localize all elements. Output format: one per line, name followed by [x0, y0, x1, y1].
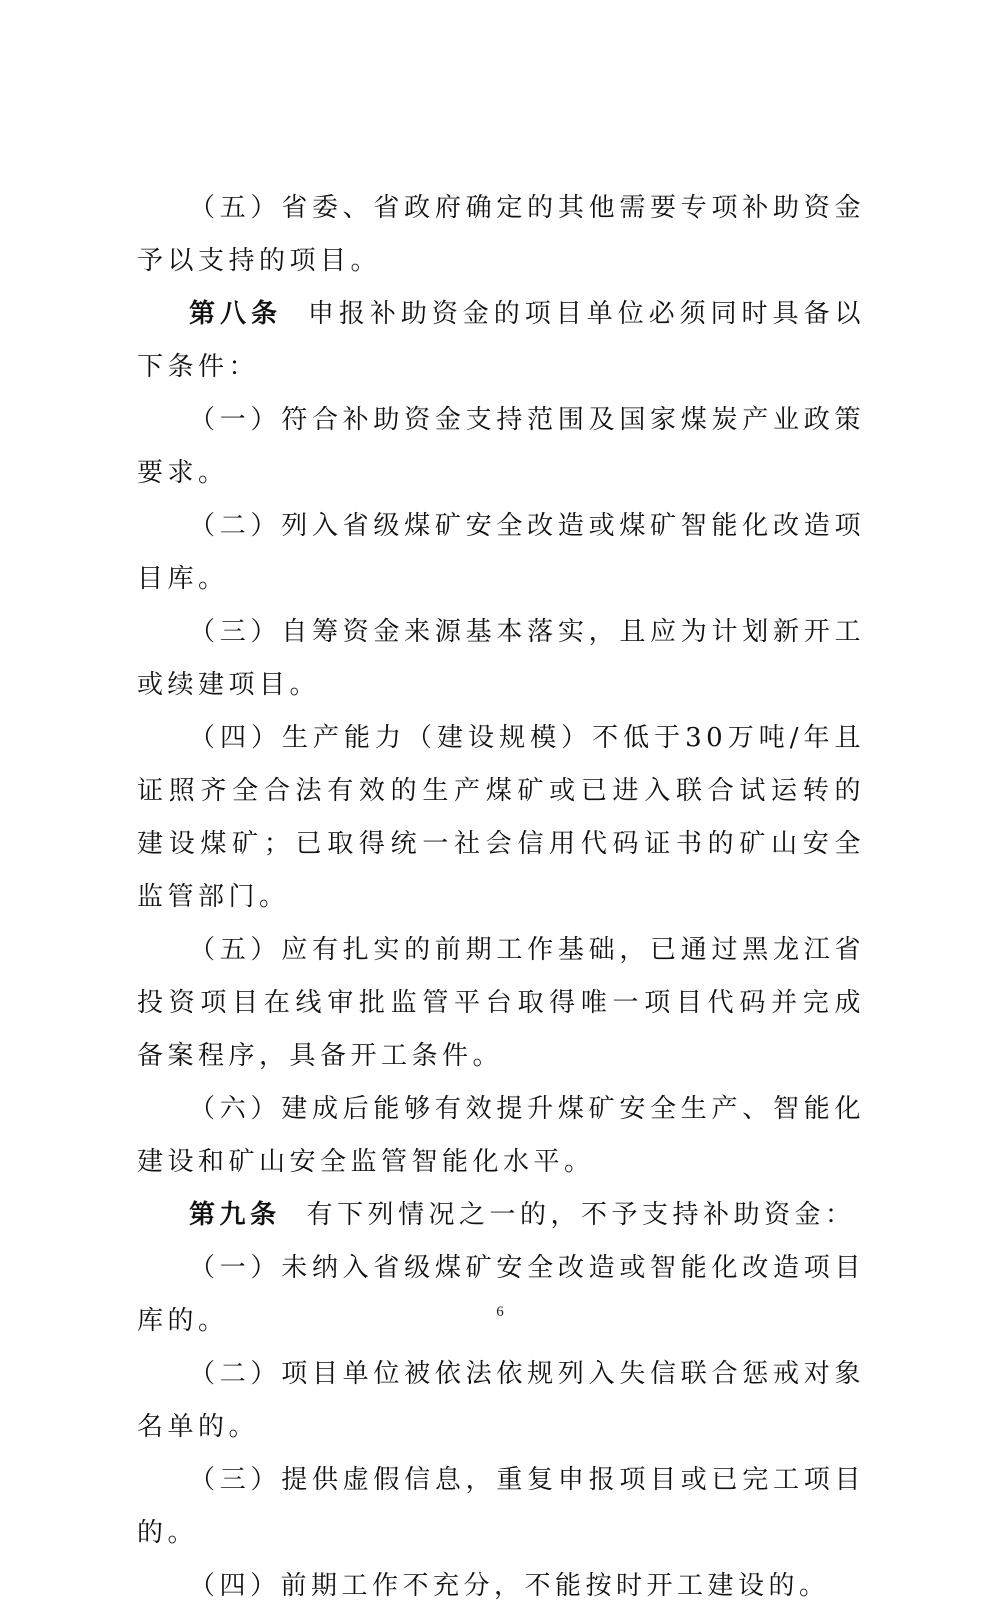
- page-number: 6: [496, 1304, 504, 1320]
- paragraph-text: （四）生产能力（建设规模）不低于30万吨/年且证照齐全合法有效的生产煤矿或已进入联合试运转的建设煤矿；已取得统一社会信用代码证书的矿山安全监管部门。: [137, 723, 865, 912]
- document-body: [137, 182, 865, 1613]
- article-9-item-3: [137, 1454, 865, 1560]
- article-8-item-2: [137, 500, 865, 606]
- article-8-item-4: [137, 712, 865, 924]
- article-8-item-6: [137, 1083, 865, 1189]
- paragraph-text: （六）建成后能够有效提升煤矿安全生产、智能化建设和矿山安全监管智能化水平。: [137, 1094, 865, 1177]
- paragraph-text: （四）前期工作不充分，不能按时开工建设的。: [189, 1571, 830, 1601]
- paragraph-text: （二）项目单位被依法依规列入失信联合惩戒对象名单的。: [137, 1359, 865, 1442]
- article-heading: 第八条: [189, 299, 282, 329]
- paragraph-text: （一）符合补助资金支持范围及国家煤炭产业政策要求。: [137, 405, 865, 488]
- paragraph-text: （五）应有扎实的前期工作基础，已通过黑龙江省投资项目在线审批监管平台取得唯一项目代码并完成备案程序，具备开工条件。: [137, 935, 865, 1071]
- paragraph-text: （一）未纳入省级煤矿安全改造或智能化改造项目库的。: [137, 1253, 865, 1336]
- paragraph-item-5-cont: [137, 182, 865, 288]
- article-8-item-3: [137, 606, 865, 712]
- paragraph-text: （三）自筹资金来源基本落实，且应为计划新开工或续建项目。: [137, 617, 865, 700]
- article-9-item-1: [137, 1242, 865, 1348]
- paragraph-text: 有下列情况之一的，不予支持补助资金：: [306, 1200, 856, 1230]
- article-9-item-4: [137, 1560, 865, 1613]
- paragraph-text: （五）省委、省政府确定的其他需要专项补助资金予以支持的项目。: [137, 193, 865, 276]
- article-9: [137, 1189, 865, 1242]
- paragraph-text: （三）提供虚假信息，重复申报项目或已完工项目的。: [137, 1465, 865, 1548]
- article-8-item-1: [137, 394, 865, 500]
- paragraph-text: （二）列入省级煤矿安全改造或煤矿智能化改造项目库。: [137, 511, 865, 594]
- article-9-item-2: [137, 1348, 865, 1454]
- article-8: [137, 288, 865, 394]
- paragraph-text: 申报补助资金的项目单位必须同时具备以下条件：: [137, 299, 865, 382]
- article-heading: 第九条: [189, 1200, 281, 1230]
- article-8-item-5: [137, 924, 865, 1083]
